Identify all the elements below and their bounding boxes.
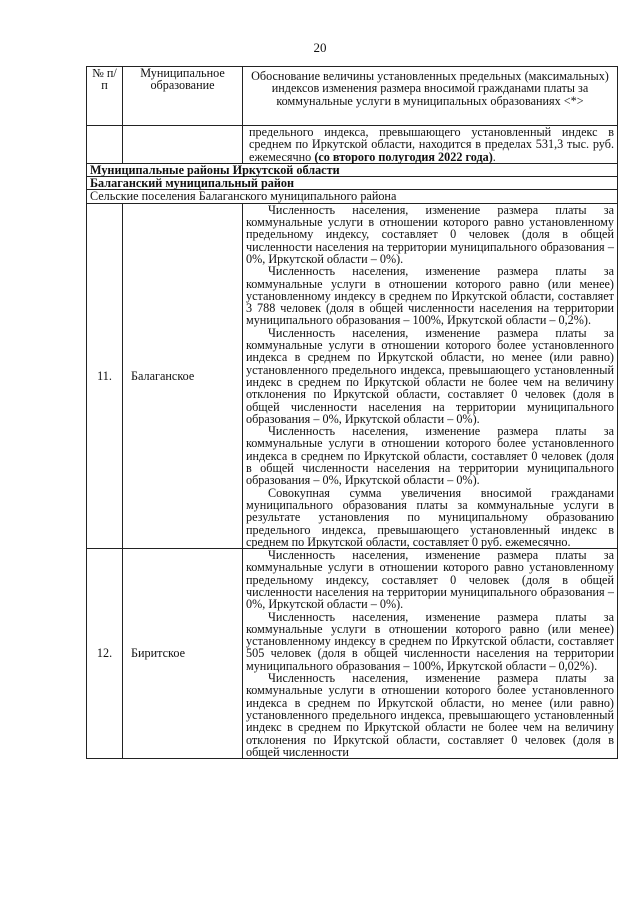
municipality-name: Балаганское [123,203,243,548]
row-number: 11. [87,203,123,548]
paragraph: Численность населения, изменение размера платы за коммунальные услуги в отношении которого равно установленному предельному индексу, составляет 0 человек (доля в общей численности населения на территории муниципального образования – 0%, Иркутской области – 0%). [246,202,614,266]
continuation-bold: (со второго полугодия 2022 года) [314,149,493,164]
settlements-title: Сельские поселения Балаганского муниципального района [87,190,618,203]
paragraph: Численность населения, изменение размера платы за коммунальные услуги в отношении которого равно (или менее) установленному индексу в среднем по Иркутской области, составляет 3 788 человек (доля в общей численности населения на территории муниципального образования – 100%, Иркутской области – 0,2%). [246,264,614,328]
continuation-text: предельного индекса, превышающего установленный индекс в среднем по Иркутской области, находится в пределах 531,3 тыс. руб. ежемесячно [249,125,614,164]
paragraph: Численность населения, изменение размера платы за коммунальные услуги в отношении которого более установленного индекса в среднем по Иркутской области, но менее (или равно) установленного предельного индекса, превышающего установленный индекс в среднем по Иркутской области не более чем на величину отклонения по Иркутской области, составляет 0 человек (доля в общей численности [246,671,614,759]
paragraph: Численность населения, изменение размера платы за коммунальные услуги в отношении которого более установленного индекса в среднем по Иркутской области, но менее (или равно) установленного предельного индекса, превышающего установленный индекс в среднем по Иркутской области не более чем на величину отклонения по Иркутской области, составляет 0 человек (доля в общей численности населения на территории муниципального образования – 0%, Иркутской области – 0%). [246,325,614,426]
justification-cell [243,203,618,548]
settlements-row [87,190,618,203]
district-row [87,177,618,190]
table-row [87,549,618,759]
paragraph: Совокупная сумма увеличения вносимой гражданами муниципального образования платы за коммунальные услуги в результате установления по муниципальному образованию предельного индекса, превышающего установленный индекс в среднем по Иркутской области, составляет 0 руб. ежемесячно. [246,485,614,549]
page-number: 20 [313,40,327,55]
header-municipality: Муниципальное образование [123,67,243,126]
section-row [87,163,618,176]
row-number: 12. [87,549,123,759]
justification-cell [243,549,618,759]
header-justification: Обоснование величины установленных предельных (максимальных) индексов изменения размера вносимой гражданами платы за коммунальные услуги в муниципальных образованиях <*> [243,67,618,126]
paragraph: Численность населения, изменение размера платы за коммунальные услуги в отношении которого равно (или менее) установленному индексу в среднем по Иркутской области, составляет 505 человек (доля в общей численности населения на территории муниципального образования – 100%, Иркутской области – 0,02%). [246,609,614,673]
continuation-cell [243,126,618,164]
paragraph: Численность населения, изменение размера платы за коммунальные услуги в отношении которого равно установленному предельному индексу, составляет 0 человек (доля в общей численности населения на территории муниципального образования – 0%, Иркутской области – 0%). [246,548,614,612]
continuation-row [87,126,618,164]
district-title: Балаганский муниципальный район [87,177,618,190]
section-title: Муниципальные районы Иркутской области [87,163,618,176]
header-number: № п/п [87,67,123,126]
table-header-row [87,67,618,126]
continuation-tail: . [492,149,496,164]
municipality-name: Биритское [123,549,243,759]
tariff-index-table [86,66,618,759]
paragraph: Численность населения, изменение размера платы за коммунальные услуги в отношении которого более установленного индекса в среднем по Иркутской области, составляет 0 человек (доля в общей численности населения на территории муниципального образования – 0%, Иркутской области – 0%). [246,424,614,488]
table-row [87,203,618,548]
